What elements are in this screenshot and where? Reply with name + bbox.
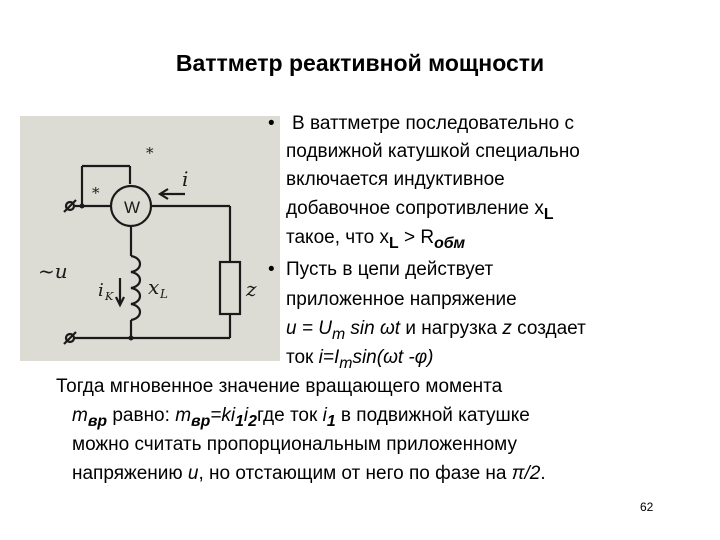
voltage-amplitude-sub: m xyxy=(331,325,346,343)
bullet-1-line-4 xyxy=(286,197,554,227)
equals-text: равно: xyxy=(107,405,176,426)
coil-current-sub: K xyxy=(105,290,114,303)
where-current-text: где ток xyxy=(256,405,323,426)
line-4-sub: L xyxy=(543,205,554,223)
formula-sub-1: 1 xyxy=(235,412,244,430)
load-text: и нагрузка xyxy=(400,318,503,339)
current-sin: sin(ωt -φ) xyxy=(352,347,434,368)
load-symbol: z xyxy=(502,318,512,339)
lagging-text: , но отстающим от него по фазе на xyxy=(198,463,512,484)
line-5-mid: > R xyxy=(398,227,435,248)
current-i1-sub: 1 xyxy=(326,412,336,430)
period-text: . xyxy=(540,463,546,484)
line-5-pre: такое, что x xyxy=(286,227,390,248)
bullet-1-line-2: подвижной катушкой специально xyxy=(286,141,580,162)
moving-coil-text: в подвижной катушке xyxy=(335,405,530,426)
voltage-u: u xyxy=(187,463,199,484)
load-label: z xyxy=(246,277,257,301)
bullet-2-line-1: Пусть в цепи действует xyxy=(286,259,494,280)
slide-title: Ваттметр реактивной мощности xyxy=(175,50,545,76)
reactance-label: x xyxy=(148,275,160,299)
torque-sub-2: вр xyxy=(191,412,211,430)
bullet-1-line-3: включается индуктивное xyxy=(286,169,505,190)
coil-current-label: i xyxy=(98,280,104,301)
bullet-1-line-1: В ваттметре последовательно с xyxy=(292,113,575,134)
paragraph-line-4 xyxy=(72,462,546,486)
formula-sub-2: 2 xyxy=(248,412,257,430)
phase-angle: π/2 xyxy=(511,463,541,484)
line-4-text: добавочное сопротивление x xyxy=(286,198,544,219)
page-number: 62 xyxy=(640,500,654,514)
line-5-sub-1: L xyxy=(389,234,399,252)
torque-symbol-2: m xyxy=(175,405,192,426)
current-pre: ток xyxy=(286,347,319,368)
star-mark-left: * xyxy=(92,184,100,202)
current-label: i xyxy=(182,167,189,191)
current-i1: i xyxy=(322,405,327,426)
paragraph-line-2 xyxy=(72,404,530,434)
torque-sub: вр xyxy=(87,412,108,430)
star-mark-top: * xyxy=(146,144,154,162)
current-formula: i=I xyxy=(318,347,340,368)
line-5-sub-2: обм xyxy=(434,234,466,252)
creates-text: создает xyxy=(511,318,586,339)
bullet-1-line-5 xyxy=(286,226,465,256)
circuit-diagram xyxy=(20,116,280,361)
meter-label: W xyxy=(124,198,141,217)
bullet-2-line-3 xyxy=(286,317,586,347)
voltage-word: напряжению xyxy=(72,463,188,484)
voltage-sin: sin ωt xyxy=(345,318,401,339)
voltage-eq: = U xyxy=(296,318,332,339)
paragraph-line-3: можно считать пропорциональным приложенному xyxy=(72,434,517,455)
reactance-sub: L xyxy=(160,287,168,301)
voltage-label: ~u xyxy=(38,259,68,283)
current-amplitude-sub: m xyxy=(339,354,353,372)
torque-formula: =ki xyxy=(210,405,236,426)
bullet-2-line-4 xyxy=(286,346,433,376)
torque-symbol: m xyxy=(72,405,88,426)
paragraph-line-1: Тогда мгновенное значение вращающего момента xyxy=(56,376,503,397)
bullet-1-marker: • xyxy=(268,113,275,134)
voltage-symbol: u xyxy=(286,318,297,339)
bullet-2-line-2: приложенное напряжение xyxy=(286,289,517,310)
circuit-schematic xyxy=(20,116,280,361)
formula-i2: i xyxy=(243,405,249,426)
bullet-2-marker: • xyxy=(268,259,275,280)
